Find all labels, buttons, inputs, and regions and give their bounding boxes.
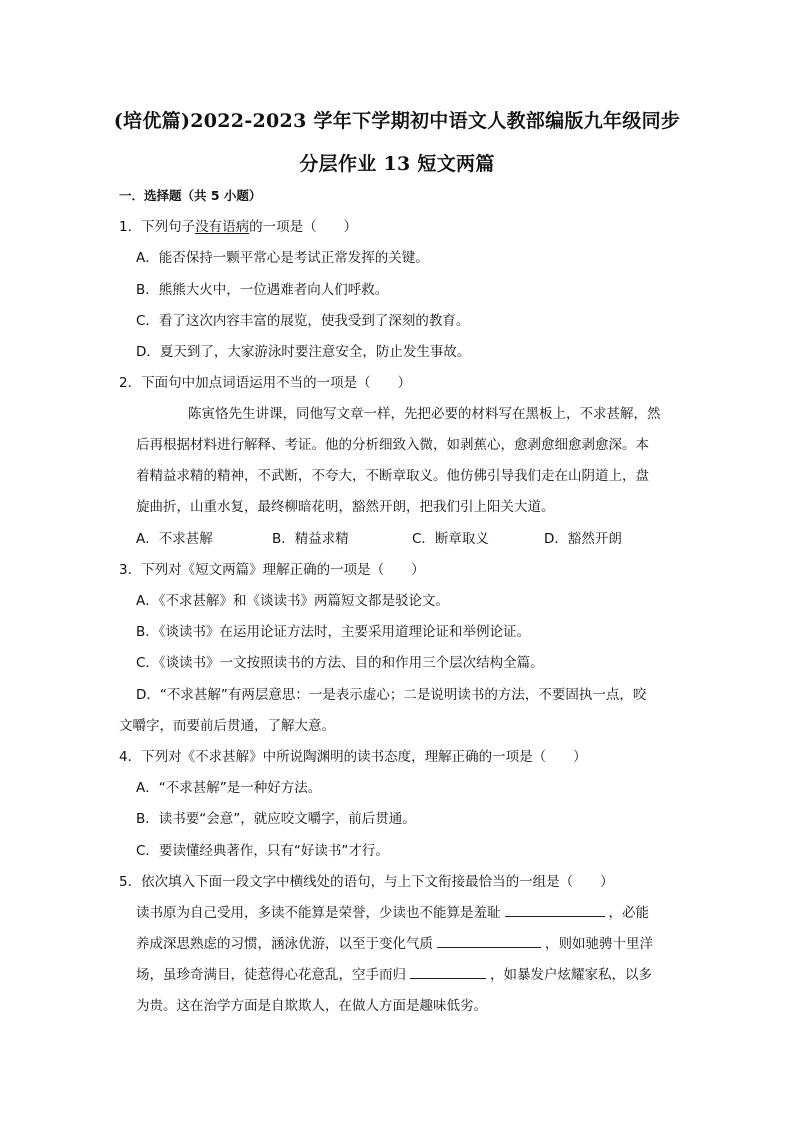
question-3-option-d: D．“不求甚解”有两层意思：一是表示虚心；二是说明读书的方法，不要固执一点，咬	[136, 687, 647, 703]
question-4-stem: 4．下列对《不求甚解》中所说陶渊明的读书态度，理解正确的一项是（ ）	[119, 749, 587, 765]
question-5-passage-line-1-tail: ，必能	[608, 905, 649, 921]
question-5-passage-line-2	[136, 935, 653, 953]
question-5-passage-line-3-text: 场，虽珍奇满目，徒惹得心花意乱，空手而归	[136, 967, 406, 983]
question-4-option-c: C．要读懂经典著作，只有“好读书”才行。	[136, 843, 389, 859]
question-5-passage-line-3-tail: ，如暴发户炫耀家私，以多	[490, 967, 652, 983]
question-1-option-d: D．夏天到了，大家游泳时要注意安全，防止发生事故。	[136, 344, 471, 360]
section-heading: 一．选择题（共 5 小题）	[119, 188, 262, 203]
question-5-passage-line-4: 为贵。这在治学方面是自欺欺人，在做人方面是趣味低劣。	[136, 998, 487, 1014]
question-2-option-a: A．不求甚解	[136, 531, 213, 547]
question-1-option-c: C．看了这次内容丰富的展览，使我受到了深刻的教育。	[136, 313, 470, 329]
question-2-passage-line-1: 陈寅恪先生讲课，同他写文章一样，先把必要的材料写在黑板上，不求甚解，然	[188, 406, 661, 422]
question-1-stem	[119, 218, 357, 236]
question-5-stem: 5．依次填入下面一段文字中横线处的语句，与上下文衔接最恰当的一组是（ ）	[119, 874, 614, 890]
question-3-option-d-continued: 文嚼字，而要前后贯通，了解大意。	[119, 718, 335, 734]
question-3-stem: 3．下列对《短文两篇》理解正确的一项是（ ）	[119, 562, 425, 578]
question-5-passage-line-1	[136, 904, 649, 922]
question-2-option-b: B．精益求精	[272, 531, 349, 547]
question-1-stem-post: 的一项是（ ）	[249, 219, 358, 235]
question-1-stem-underlined: 没有语病	[195, 219, 250, 235]
question-1-option-b: B．熊熊大火中，一位遇难者向人们呼救。	[136, 282, 389, 298]
question-4-option-b: B．读书要“会意”，就应咬文嚼字，前后贯通。	[136, 811, 416, 827]
question-3-option-a: A．《不求甚解》和《谈读书》两篇短文都是驳论文。	[136, 593, 449, 609]
question-1-stem-pre: 1．下列句子	[119, 219, 196, 235]
answer-blank-1[interactable]	[505, 904, 605, 917]
document-title-line-1: (培优篇)2022-2023 学年下学期初中语文人教部编版九年级同步	[113, 110, 681, 132]
question-2-option-c: C．断章取义	[412, 531, 489, 547]
question-2-option-d: D．豁然开朗	[544, 531, 622, 547]
answer-blank-2[interactable]	[437, 935, 541, 948]
question-2-passage-line-4: 旋曲折，山重水复，最终柳暗花明，豁然开朗，把我们引上阳关大道。	[136, 499, 555, 515]
question-5-passage-line-1-text: 读书原为自己受用，多读不能算是荣誉，少读也不能算是羞耻	[136, 905, 501, 921]
question-3-option-b: B．《谈读书》在运用论证方法时，主要采用道理论证和举例论证。	[136, 624, 531, 640]
question-4-option-a: A．“不求甚解”是一种好方法。	[136, 780, 322, 796]
question-1-option-a: A．能否保持一颗平常心是考试正常发挥的关键。	[136, 250, 429, 266]
question-5-passage-line-2-text: 养成深思熟虑的习惯，涵泳优游，以至于变化气质	[136, 936, 433, 952]
answer-blank-3[interactable]	[410, 966, 486, 979]
question-5-passage-line-2-tail: ，则如驰骋十里洋	[545, 936, 653, 952]
document-title-line-2: 分层作业 13 短文两篇	[299, 153, 495, 175]
question-3-option-c: C．《谈读书》一文按照读书的方法、目的和作用三个层次结构全篇。	[136, 655, 544, 671]
question-5-passage-line-3	[136, 966, 652, 984]
question-2-stem: 2．下面句中加点词语运用不当的一项是（ ）	[119, 375, 412, 391]
question-2-passage-line-2: 后再根据材料进行解释、考证。他的分析细致入微，如剥蕉心，愈剥愈细愈剥愈深。本	[136, 437, 649, 453]
question-2-passage-line-3: 着精益求精的精神，不武断，不夸大，不断章取义。他仿佛引导我们走在山阴道上，盘	[136, 468, 649, 484]
